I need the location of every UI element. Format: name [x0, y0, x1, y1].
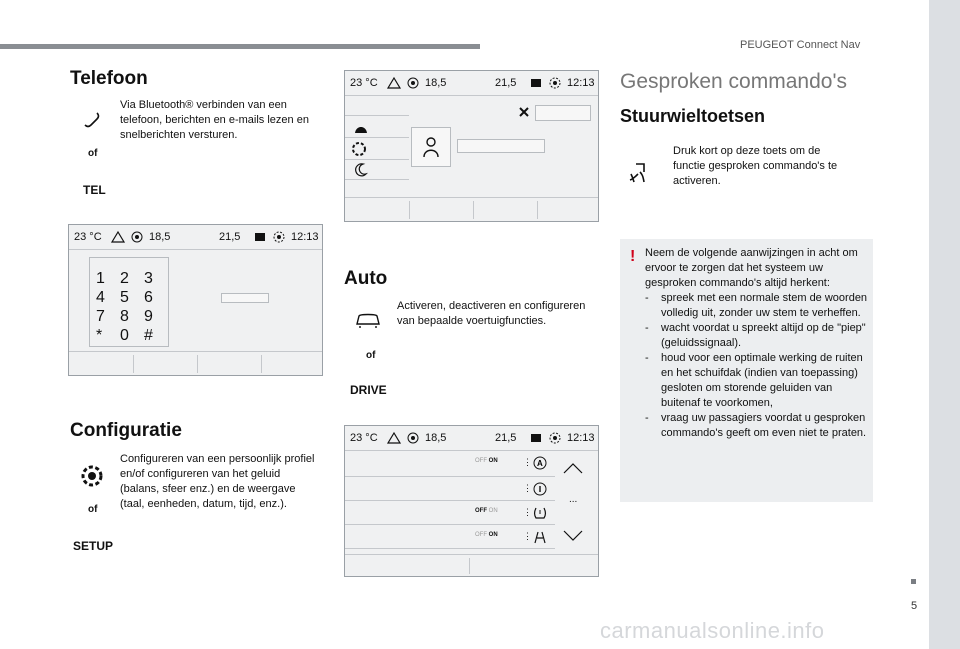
gps-icon: [131, 231, 143, 243]
gps-icon: [407, 77, 419, 89]
auto-stop-start-icon: [533, 456, 547, 470]
profile-icon: [422, 136, 440, 158]
key-9[interactable]: 9: [144, 308, 153, 325]
auto-or: of: [366, 350, 376, 361]
status-right-value: 21,5: [219, 231, 241, 243]
lane-assist-icon: [533, 530, 547, 544]
configuratie-title: Configuratie: [70, 420, 182, 441]
status-bar: 23 °C 18,5 21,5 12:13: [350, 77, 595, 89]
telefoon-screen: [68, 224, 323, 376]
status-mid-value: 18,5: [149, 231, 171, 243]
settings-status-icon: [549, 432, 561, 444]
media-icon: [529, 432, 543, 444]
phone-icon: [82, 110, 102, 130]
profile-tile[interactable]: [411, 127, 451, 167]
page-marker: [911, 579, 916, 584]
key-1[interactable]: 1: [96, 270, 105, 287]
right-sidebar: [929, 0, 960, 649]
more-indicator: ...: [569, 494, 578, 505]
watermark: carmanualsonline.info: [600, 618, 825, 643]
settings-field-middle: [457, 139, 545, 153]
note-intro: Neem de volgende aanwijzingen in acht om ervoor te zorgen dat het systeem uw gesproken commando's altijd herkent:: [645, 247, 858, 289]
settings-icon: [80, 464, 104, 488]
gesproken-description: Druk kort op deze toets om de functie gesproken commando's te activeren.: [673, 145, 838, 187]
telefoon-keyword[interactable]: TEL: [83, 183, 106, 197]
key-5[interactable]: 5: [120, 289, 129, 306]
toggle-row-4[interactable]: OFF ON: [475, 532, 498, 538]
night-mode-icon[interactable]: [353, 163, 367, 177]
audio-profile-icon[interactable]: [353, 121, 369, 135]
brand-label: PEUGEOT Connect Nav: [740, 39, 861, 51]
display-field: [221, 293, 269, 303]
status-bar: 23 °C 18,5 21,5 12:13: [350, 432, 595, 444]
configuratie-description: Configureren van een persoonlijk profiel en/of configureren van het geluid (balans, sfeer enz.) en de weergave (taal, eenheden, datum, tijd, enz.).: [120, 453, 315, 510]
key-6[interactable]: 6: [144, 289, 153, 306]
settings-status-icon: [549, 77, 561, 89]
drive-screen: 23 °C 18,5 21,5 12:13 OFF ON ⋮ A ⋮ OFF ON ⋮ OFF ON ⋮ ...: [344, 425, 599, 577]
key-7[interactable]: 7: [96, 308, 105, 325]
configuratie-keyword[interactable]: SETUP: [73, 539, 114, 553]
sound-settings-icon[interactable]: [351, 141, 369, 157]
info-icon: [533, 482, 547, 496]
media-icon: [529, 77, 543, 89]
settings-status-icon: [273, 231, 285, 243]
bottom-divider: [69, 351, 322, 352]
gps-icon: [407, 432, 419, 444]
note-item-3: - houd voor een optimale werking de ruiten en het schuifdak (indien van toepassing) gesloten om storende geluiden van buitenaf te voorkomen,: [645, 351, 870, 411]
key-3[interactable]: 3: [144, 270, 153, 287]
note-content: [645, 246, 870, 441]
key-8[interactable]: 8: [120, 308, 129, 325]
auto-title: Auto: [344, 268, 388, 289]
status-bar: [69, 225, 322, 249]
note-item-1: - spreek met een normale stem de woorden volledig uit, zonder uw stem te verheffen.: [645, 291, 870, 321]
configuratie-or: of: [88, 504, 98, 515]
stuurwiel-subtitle: Stuurwieltoetsen: [620, 106, 766, 126]
tyre-pressure-icon: [533, 506, 547, 520]
key-2[interactable]: 2: [120, 270, 129, 287]
telefoon-title: Telefoon: [70, 68, 148, 89]
svg-text:A: A: [537, 459, 543, 468]
settings-field-top: [535, 105, 591, 121]
key-star[interactable]: *: [96, 327, 103, 344]
page-number: 5: [911, 600, 918, 612]
key-4[interactable]: 4: [96, 289, 105, 306]
telefoon-or: of: [88, 148, 98, 159]
scroll-down-icon[interactable]: [563, 530, 583, 542]
note-item-2: - wacht voordat u spreekt altijd op de "piep" (geluidssignaal).: [645, 321, 870, 351]
status-time: 12:13: [291, 231, 319, 243]
key-hash[interactable]: #: [144, 327, 153, 344]
close-icon[interactable]: [519, 107, 529, 117]
settings-screen: [344, 70, 599, 222]
warning-icon: [387, 432, 401, 444]
warning-icon: [387, 77, 401, 89]
warning-exclamation-icon: !: [630, 248, 636, 265]
scroll-up-icon[interactable]: [563, 462, 583, 474]
auto-keyword[interactable]: DRIVE: [350, 383, 387, 397]
auto-description: Activeren, deactiveren en configureren van bepaalde voertuigfuncties.: [397, 300, 586, 327]
status-divider: [69, 249, 322, 250]
header-rule: [0, 44, 480, 49]
status-temperature: 23 °C: [74, 231, 102, 243]
warning-icon: [111, 231, 125, 243]
car-icon: [354, 310, 382, 330]
toggle-row-3[interactable]: OFF ON: [475, 508, 498, 514]
key-0[interactable]: 0: [120, 327, 129, 344]
media-icon: [253, 231, 267, 243]
gesproken-title: Gesproken commando's: [620, 70, 847, 93]
toggle-row-1[interactable]: OFF ON: [475, 458, 498, 464]
telefoon-description: Via Bluetooth® verbinden van een telefoon, berichten en e-mails lezen en snelberichten versturen.: [120, 99, 309, 141]
voice-command-icon: [626, 160, 652, 186]
keypad[interactable]: [89, 257, 169, 347]
note-item-4: - vraag uw passagiers voordat u gesproken commando's geeft om even niet te praten.: [645, 411, 870, 441]
